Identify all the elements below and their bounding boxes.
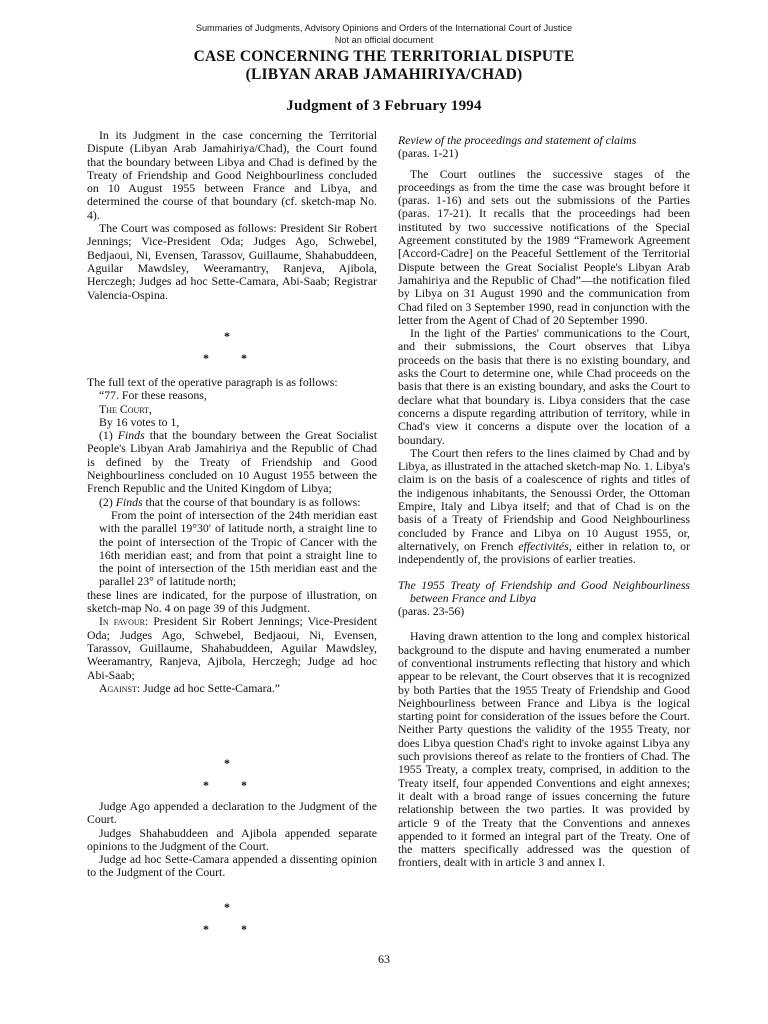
- operative-heading: “77. For these reasons,: [99, 388, 207, 403]
- the-court-label: The Court,: [99, 401, 152, 416]
- composition-paragraph: The Court was composed as follows: President Sir Robert Jennings; Vice-President Oda; Judges Ago, Schwebel, Bedjaoui, Ni, Evensen, Tarassov, Guillaume, Shahabuddeen, Aguilar Mawdsley, Weeramantry, Ranjeva, Ajibola, Herczegh; Judges ad hoc Sette-Camara, Abi-Saab; Registrar Valencia-Ospina.: [87, 221, 377, 302]
- illustration-note: these lines are indicated, for the purpose of illustration, on sketch-map No. 4 on page 39 of this Judgment.: [87, 587, 377, 616]
- separator-star: *: [241, 351, 247, 365]
- claims-paragraph: [398, 447, 690, 567]
- separator-star: *: [241, 778, 247, 792]
- case-title: CASE CONCERNING THE TERRITORIAL DISPUTE: [193, 48, 575, 65]
- finding-1: [87, 429, 377, 495]
- in-favour: [87, 615, 377, 681]
- boundary-description: From the point of intersection of the 24th meridian east with the parallel 19°30′ of latitude north, a straight line to the point of intersection of the Tropic of Cancer with the 16th meridian east; and from that point a straight line to the point of intersection of the 15th meridian east and the parallel 23° of latitude north;: [99, 507, 377, 589]
- section-paras: (paras. 23-56): [398, 604, 465, 619]
- dissenting-opinion-paragraph: Judge ad hoc Sette-Camara appended a dissenting opinion to the Judgment of the Court.: [87, 852, 377, 880]
- operative-text: [87, 376, 377, 695]
- operative-intro: The full text of the operative paragraph is as follows:: [87, 375, 338, 389]
- against: [87, 682, 377, 695]
- collection-title: Summaries of Judgments, Advisory Opinions and Orders of the International Court of Justice: [195, 23, 573, 33]
- section-heading: The 1955 Treaty of Friendship and Good Neighbourliness between France and Libya: [398, 577, 690, 605]
- finding-text: that the course of that boundary is as follows:: [145, 494, 361, 509]
- claims-text-end: , either in relation to, or independently of, the provisions of earlier treaties.: [398, 538, 691, 567]
- vote-count: By 16 votes to 1,: [99, 414, 180, 429]
- declaration-paragraph: Judge Ago appended a declaration to the Judgment of the Court.: [87, 799, 377, 827]
- treaty-paragraph: Having drawn attention to the long and complex historical background to the dispute and having enumerated a number of conventional instruments reflecting that history and which appear to be relevant, the Court observes that it is recognized by both Parties that the 1955 Treaty of Friendship and Good Neighbourliness between France and Libya is the logical starting point for consideration of the issues before the Court. Neither Party questions the validity of the 1955 Treaty, nor does Libya question Chad's right to invoke against Libya any such provisions thereof as relate to the frontiers of Chad. The 1955 Treaty, a complex treaty, comprised, in addition to the Treaty itself, four appended Conventions and eight annexes; it dealt with a broad range of issues concerning the future relationship between the two parties. It was provided by article 9 of the Treaty that the Conventions and annexes appended to it formed an integral part of the Treaty. One of the matters specifically addressed was the question of frontiers, dealt with in article 3 and annex I.: [398, 629, 690, 870]
- left-column: [87, 129, 377, 302]
- finds-word: Finds: [117, 428, 145, 443]
- separator-star: *: [224, 329, 230, 343]
- section-heading: Review of the proceedings and statement of claims: [398, 133, 637, 147]
- section-paras: (paras. 1-21): [398, 146, 459, 161]
- separator-star: *: [203, 351, 209, 365]
- proceedings-paragraph: The Court outlines the successive stages of the proceedings as from the time the case was brought before it (paras. 1-16) and sets out the submissions of the Parties (paras. 17-21). It recalls that the proceedings had been instituted by two successive notifications of the Special Agreement constituted by the 1989 “Framework Agreement [Accord-Cadre] on the Peaceful Settlement of the Territorial Dispute between the Great Socialist People's Libyan Arab Jamahiriya and the Republic of Chad”—the notification filed by Libya on 31 August 1990 and the communication from Chad filed on 3 September 1990, read in conjunction with the letter from the Agent of Chad of 20 September 1990.: [398, 166, 690, 327]
- against-text: Judge ad hoc Sette-Camara.”: [143, 680, 281, 695]
- separator-star: *: [203, 778, 209, 792]
- case-title-parties: (LIBYAN ARAB JAMAHIRIYA/CHAD): [245, 66, 523, 83]
- separate-opinions-paragraph: Judges Shahabuddeen and Ajibola appended separate opinions to the Judgment of the Court.: [87, 825, 377, 853]
- finding-number: (2): [99, 494, 113, 509]
- in-favour-text: President Sir Robert Jennings; Vice-President Oda; Judges Ago, Schwebel, Bedjaoui, Ni, Evensen, Tarassov, Guillaume, Shahabuddeen, Aguilar Mawdsley, Weeramantry, Ranjeva, Ajibola, Herczegh; Judge ad hoc Abi-Saab;: [87, 614, 378, 682]
- page-number: 63: [378, 952, 390, 966]
- intro-paragraph: In its Judgment in the case concerning the Territorial Dispute (Libyan Arab Jamahiriya/Chad), the Court found that the boundary between Libya and Chad is defined by the Treaty of Friendship and Good Neighbourliness concluded on 10 August 1955 between France and Libya, and determined the course of that boundary (cf. sketch-map No. 4).: [87, 128, 377, 222]
- separator-star: *: [224, 900, 230, 914]
- the-court: [87, 403, 377, 416]
- submissions-paragraph: In the light of the Parties' communications to the Court, and their submissions, the Court observes that Libya proceeds on the basis that there is no existing boundary, and asks the Court to determine one, while Chad proceeds on the basis that there is an existing boundary, and asks the Court to declare what that boundary is. Libya considers that the case concerns a dispute regarding attribution of territory, while in Chad's view it concerns a dispute over the location of a boundary.: [398, 326, 690, 447]
- finding-text: that the boundary between the Great Socialist People's Libyan Arab Jamahiriya and the Republic of Chad is defined by the Treaty of Friendship and Good Neighbourliness concluded on 10 August 1955 between the French Republic and the United Kingdom of Libya;: [87, 428, 378, 496]
- in-favour-label: In favour:: [99, 614, 149, 629]
- separator-star: *: [203, 922, 209, 936]
- finds-word: Finds: [115, 494, 143, 509]
- effectivites-term: effectivités: [518, 538, 569, 553]
- separator-star: *: [241, 922, 247, 936]
- judgment-date: Judgment of 3 February 1994: [286, 98, 482, 114]
- claims-text: The Court then refers to the lines claimed by Chad and by Libya, as illustrated in the attached sketch-map No. 1. Libya's claim is on the basis of a coalescence of rights and titles of the indigenous inhabitants, the Senoussi Order, the Ottoman Empire, Italy and Libya itself; and that of Chad is on the basis of a Treaty of Friendship and Good Neighbourliness concluded by France and Libya on 10 August 1955, or, alternatively, on French: [398, 445, 690, 553]
- separator-star: *: [224, 756, 230, 770]
- against-label: Against:: [99, 680, 141, 695]
- finding-number: (1): [99, 428, 113, 443]
- disclaimer: Not an official document: [334, 35, 434, 45]
- opinions-section: [87, 800, 377, 880]
- finding-2: [87, 496, 377, 509]
- right-column: [398, 134, 690, 870]
